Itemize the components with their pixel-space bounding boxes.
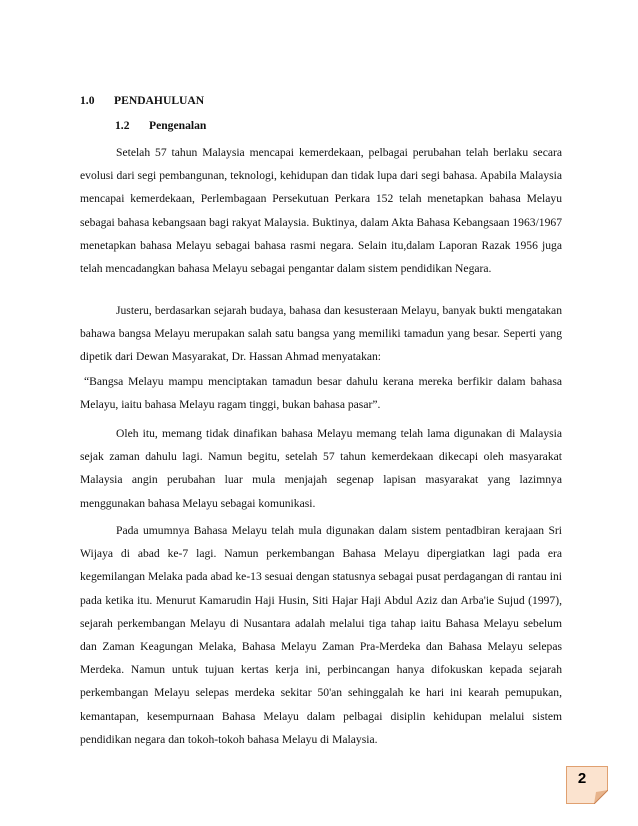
paragraph-intro: Setelah 57 tahun Malaysia mencapai kemerdekaan, pelbagai perubahan telah berlaku secara evolusi dari segi pembangunan, teknologi, kehidupan dan tidak lupa dari segi bahasa. Apabila Malaysia mencapai kemerdekaan, Perlembagaan Persekutuan Perkara 152 telah menetapkan bahasa Melayu sebagai bahasa kebangsaan bagi rakyat Malaysia. Buktinya, dalam Akta Bahasa Kebangsaan 1963/1967 menetapkan bahasa Melayu sebagai bahasa rasmi negara. Selain itu,dalam Laporan Razak 1956 juga telah mencadangkan bahasa Melayu sebagai pengantar dalam sistem pendidikan Negara. bbox=[80, 146, 562, 276]
paragraph-development: Pada umumnya Bahasa Melayu telah mula digunakan dalam sistem pentadbiran kerajaan Sri Wijaya di abad ke-7 lagi. Namun perkembangan Bahasa Melayu dipergiatkan lagi pada era kegemilangan Melaka pada abad ke-13 sesuai dengan statusnya sebagai pusat perdagangan di rantau ini pada ketika itu. Menurut Kamarudin Haji Husin, Siti Hajar Haji Abdul Aziz dan Arba'ie Sujud (1997), sejarah perkembangan Melayu di Nusantara adalah melalui tiga tahap iaitu Bahasa Melayu sebelum dan Zaman Keagungan Melaka, Bahasa Melayu Zaman Pra-Merdeka dan Bahasa Melayu selepas Merdeka. Namun untuk tujuan kertas kerja ini, perbincangan hanya difokuskan kepada sejarah perkembangan Melayu selepas merdeka sekitar 50'an sehinggalah ke hari ini kearah pemupukan, kemantapan, kesempurnaan Bahasa Melayu dalam pelbagai disiplin kehidupan melalui sistem pendidikan negara dan tokoh-tokoh bahasa Melayu di Malaysia. bbox=[80, 524, 562, 746]
section-heading bbox=[80, 94, 204, 107]
subsection-number: 1.2 bbox=[115, 119, 130, 132]
page-number: 2 bbox=[577, 770, 587, 787]
paragraph-change: Oleh itu, memang tidak dinafikan bahasa Melayu memang telah lama digunakan di Malaysia sejak zaman dahulu lagi. Namun begitu, setelah 57 tahun kemerdekaan dikecapi oleh masyarakat Malaysia angin perubahan luar mula menjajah segenap lapisan masyarakat yang lazimnya menggunakan bahasa Melayu sebagai komunikasi. bbox=[80, 427, 562, 510]
paragraph-quote: “Bangsa Melayu mampu menciptakan tamadun besar dahulu kerana mereka berfikir dalam bahasa Melayu, iaitu bahasa Melayu ragam tinggi, bukan bahasa pasar”. bbox=[80, 375, 562, 412]
page-number-badge bbox=[566, 766, 608, 804]
paragraph-history: Justeru, berdasarkan sejarah budaya, bahasa dan kesusteraan Melayu, banyak bukti mengatakan bahawa bangsa Melayu merupakan salah satu bangsa yang memiliki tamadun yang besar. Seperti yang dipetik dari Dewan Masyarakat, Dr. Hassan Ahmad menyatakan: bbox=[80, 304, 562, 364]
section-number: 1.0 bbox=[80, 94, 95, 107]
section-title: PENDAHULUAN bbox=[114, 94, 205, 107]
subsection-heading bbox=[115, 119, 206, 132]
folded-corner-icon bbox=[594, 790, 608, 804]
subsection-title: Pengenalan bbox=[149, 119, 207, 132]
